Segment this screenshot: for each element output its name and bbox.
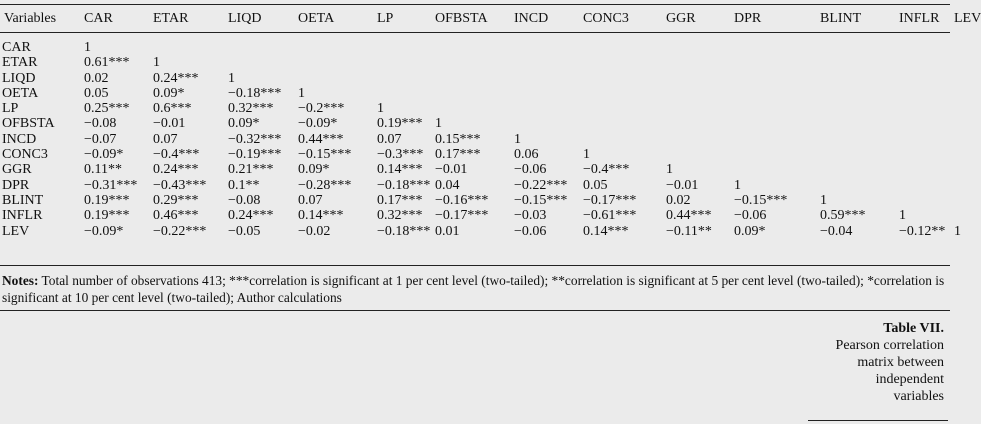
table-cell (431, 71, 510, 86)
table-cell (373, 71, 431, 86)
table-cell (662, 71, 730, 86)
table-cell (510, 86, 579, 101)
table-row (0, 86, 950, 101)
table-row (0, 116, 950, 131)
row-label: LP (2, 101, 19, 117)
table-cell: 0.24*** (228, 208, 274, 224)
table-cell (730, 147, 816, 162)
table-cell: −0.31*** (84, 177, 138, 193)
header-row: Variables CAR ETAR LIQD OETA LP OFBSTA INCD CONC3 GGR DPR BLINT INFLR LEV (0, 6, 950, 32)
table-cell: 0.44*** (666, 208, 712, 224)
table-cell (294, 71, 373, 86)
table-cell: 0.17*** (377, 192, 423, 208)
table-cell (579, 55, 662, 70)
row-label: OFBSTA (2, 116, 55, 132)
table-cell (579, 116, 662, 131)
table-cell (895, 193, 950, 208)
header-blint: BLINT (820, 11, 862, 27)
table-cell (816, 162, 895, 177)
table-cell: −0.03 (514, 208, 547, 224)
table-cell: 0.19*** (377, 116, 423, 132)
table-cell: 1 (435, 116, 442, 132)
table-cell: −0.22*** (153, 223, 207, 239)
table-row (0, 32, 950, 55)
table-cell (895, 162, 950, 177)
caption-line: variables (893, 389, 944, 404)
table-cell: 1 (899, 208, 906, 224)
table-cell: 1 (377, 101, 384, 117)
table-cell: −0.06 (734, 208, 767, 224)
row-label: GGR (2, 162, 32, 178)
table-row (0, 162, 950, 177)
table-cell: 0.01 (435, 223, 460, 239)
table-cell: −0.18*** (377, 177, 431, 193)
table-cell: 0.07 (298, 192, 323, 208)
table-cell: −0.16*** (435, 192, 489, 208)
caption-line: Pearson correlation (835, 338, 944, 353)
table-cell: 1 (820, 192, 827, 208)
table-cell: 0.07 (153, 131, 178, 147)
table-cell (510, 71, 579, 86)
header-variables: Variables (4, 11, 57, 27)
table-cell (224, 55, 294, 70)
header-inflr: INFLR (899, 11, 940, 27)
table-cell: −0.01 (435, 162, 468, 178)
table-cell (816, 132, 895, 147)
table-cell: −0.01 (153, 116, 186, 132)
header-ggr: GGR (666, 11, 696, 27)
table-notes (2, 272, 948, 306)
table-cell: −0.17*** (583, 192, 637, 208)
table-cell (895, 86, 950, 101)
notes-text: Total number of observations 413; ***correlation is significant at 1 per cent level (two-tailed); **correlation is significant at 5 per cent level (two-tailed); *correlation is significant at 10 per cent level (two-tailed); Author calculations (2, 273, 945, 305)
table-cell: −0.06 (514, 162, 547, 178)
caption-title: Table VII. (883, 321, 944, 336)
header-car: CAR (84, 11, 113, 27)
table-cell (431, 55, 510, 70)
table-cell (730, 162, 816, 177)
table-cell (816, 101, 895, 116)
table-cell (895, 178, 950, 193)
table-cell: 0.09* (153, 85, 185, 101)
row-label: INCD (2, 131, 37, 147)
table-cell: −0.15*** (514, 192, 568, 208)
table-row (0, 178, 950, 193)
table-cell (895, 32, 950, 55)
table-cell: 1 (153, 55, 160, 71)
table-cell: 1 (666, 162, 673, 178)
table-cell: −0.04 (820, 223, 853, 239)
table-cell (662, 147, 730, 162)
table-cell: −0.11** (666, 223, 712, 239)
table-cell (510, 32, 579, 55)
correlation-table-container (0, 6, 981, 239)
table-cell (895, 55, 950, 70)
table-cell (431, 32, 510, 55)
table-cell (579, 32, 662, 55)
table-cell: −0.32*** (228, 131, 282, 147)
table-row (0, 193, 950, 208)
table-cell: 0.29*** (153, 192, 199, 208)
table-cell (579, 86, 662, 101)
table-cell (294, 32, 373, 55)
row-label: CAR (2, 40, 31, 55)
header-etar: ETAR (153, 11, 189, 27)
table-cell: 0.09* (298, 162, 330, 178)
table-cell (895, 101, 950, 116)
table-cell: 0.02 (666, 192, 691, 208)
row-label: INFLR (2, 208, 43, 224)
table-cell: 1 (583, 147, 590, 163)
table-cell: 0.24*** (153, 70, 199, 86)
table-cell: −0.22*** (514, 177, 568, 193)
table-cell (662, 55, 730, 70)
table-cell: −0.08 (84, 116, 117, 132)
table-cell (730, 101, 816, 116)
table-cell: −0.28*** (298, 177, 352, 193)
table-cell: 1 (734, 177, 741, 193)
table-cell: 0.19*** (84, 192, 130, 208)
table-row (0, 55, 950, 70)
correlation-table (0, 6, 981, 239)
table-cell (730, 86, 816, 101)
table-cell: −0.19*** (228, 147, 282, 163)
table-cell: 0.19*** (84, 208, 130, 224)
table-cell: −0.09* (298, 116, 338, 132)
table-cell: 0.07 (377, 131, 402, 147)
table-cell (662, 116, 730, 131)
table-cell: 0.59*** (820, 208, 866, 224)
table-cell: 0.14*** (377, 162, 423, 178)
table-bottom-rule (0, 265, 950, 266)
table-cell: 0.46*** (153, 208, 199, 224)
table-cell (149, 32, 224, 55)
table-cell: 0.61*** (84, 55, 130, 71)
table-cell: 0.24*** (153, 162, 199, 178)
table-cell: 0.32*** (377, 208, 423, 224)
table-row (0, 147, 950, 162)
table-cell (662, 132, 730, 147)
table-body (0, 32, 961, 239)
table-cell: −0.3*** (377, 147, 424, 163)
table-cell (224, 32, 294, 55)
table-row (0, 132, 950, 147)
table-cell (662, 32, 730, 55)
table-cell: −0.02 (298, 223, 331, 239)
table-cell (895, 147, 950, 162)
table-cell (579, 132, 662, 147)
table-cell: 0.44*** (298, 131, 344, 147)
table-cell (730, 116, 816, 131)
table-cell: −0.09* (84, 223, 124, 239)
row-label: ETAR (2, 55, 38, 71)
table-cell: 0.14*** (298, 208, 344, 224)
table-cell: −0.09* (84, 147, 124, 163)
table-cell (895, 71, 950, 86)
table-cell (895, 116, 950, 131)
header-oeta: OETA (298, 11, 335, 27)
table-cell: 0.05 (583, 177, 608, 193)
table-cell: −0.18*** (228, 85, 282, 101)
header-incd: INCD (514, 11, 549, 27)
table-caption (744, 320, 944, 405)
table-cell: −0.18*** (377, 223, 431, 239)
table-cell: 1 (298, 85, 305, 101)
table-cell: 0.32*** (228, 101, 274, 117)
table-cell: 1 (84, 40, 91, 55)
table-cell (816, 55, 895, 70)
table-cell: 1 (514, 131, 521, 147)
table-cell: −0.15*** (734, 192, 788, 208)
row-label: LIQD (2, 70, 36, 86)
table-cell (579, 71, 662, 86)
table-cell (431, 86, 510, 101)
table-cell (373, 32, 431, 55)
table-cell (662, 86, 730, 101)
table-cell: −0.4*** (153, 147, 200, 163)
table-cell (431, 101, 510, 116)
table-cell: −0.06 (514, 223, 547, 239)
caption-line: independent (875, 372, 944, 387)
table-cell (816, 116, 895, 131)
table-cell: −0.61*** (583, 208, 637, 224)
row-label: DPR (2, 177, 30, 193)
header-conc3: CONC3 (583, 11, 629, 27)
header-ofbsta: OFBSTA (435, 11, 488, 27)
table-cell (730, 132, 816, 147)
table-cell: 0.11** (84, 162, 122, 178)
table-cell (730, 71, 816, 86)
table-cell (816, 86, 895, 101)
top-rule (0, 4, 950, 5)
table-cell: −0.15*** (298, 147, 352, 163)
table-cell: −0.12** (899, 223, 946, 239)
table-cell: 0.05 (84, 85, 109, 101)
table-row (0, 208, 950, 223)
table-cell: 0.02 (84, 70, 109, 86)
table-cell: 0.1** (228, 177, 260, 193)
table-cell (373, 55, 431, 70)
table-cell: −0.01 (666, 177, 699, 193)
header-liqd: LIQD (228, 11, 262, 27)
table-cell (730, 32, 816, 55)
table-cell (730, 55, 816, 70)
table-cell (579, 101, 662, 116)
row-label: BLINT (2, 192, 44, 208)
table-cell: −0.17*** (435, 208, 489, 224)
table-cell (816, 178, 895, 193)
table-row (0, 71, 950, 86)
notes-bottom-rule (0, 310, 950, 311)
table-cell: 0.09* (734, 223, 766, 239)
table-cell: −0.2*** (298, 101, 345, 117)
table-cell: 0.06 (514, 147, 539, 163)
table-cell (510, 101, 579, 116)
table-cell: −0.07 (84, 131, 117, 147)
row-label: LEV (2, 223, 30, 239)
table-cell: 0.09* (228, 116, 260, 132)
table-row (0, 101, 950, 116)
table-cell: 0.17*** (435, 147, 481, 163)
caption-line: matrix between (857, 355, 944, 370)
table-row: LEV −0.09* −0.22*** −0.05 −0.02 −0.18*** 0.01 −0.06 0.14*** −0.11** 0.09* −0.04 −0.12** 1 (2, 223, 961, 239)
row-label: CONC3 (2, 147, 48, 163)
table-cell: 0.6*** (153, 101, 192, 117)
table-cell: 1 (228, 70, 235, 86)
row-label: OETA (2, 85, 39, 101)
header-lp: LP (377, 11, 394, 27)
caption-rule (808, 420, 948, 421)
table-cell (294, 55, 373, 70)
table-cell: 0.25*** (84, 101, 130, 117)
table-cell (662, 101, 730, 116)
table-cell: −0.08 (228, 192, 261, 208)
table-cell (816, 71, 895, 86)
table-cell: 0.04 (435, 177, 460, 193)
table-cell (373, 86, 431, 101)
table-cell: 0.21*** (228, 162, 274, 178)
table-cell: −0.05 (228, 223, 261, 239)
notes-label: Notes: (2, 273, 39, 288)
table-cell: −0.4*** (583, 162, 630, 178)
table-cell (816, 32, 895, 55)
table-cell: −0.43*** (153, 177, 207, 193)
table-cell (510, 55, 579, 70)
table-cell: 0.15*** (435, 131, 481, 147)
table-cell (816, 147, 895, 162)
table-cell (895, 132, 950, 147)
header-dpr: DPR (734, 11, 762, 27)
table-cell: 0.14*** (583, 223, 629, 239)
table-cell (510, 116, 579, 131)
